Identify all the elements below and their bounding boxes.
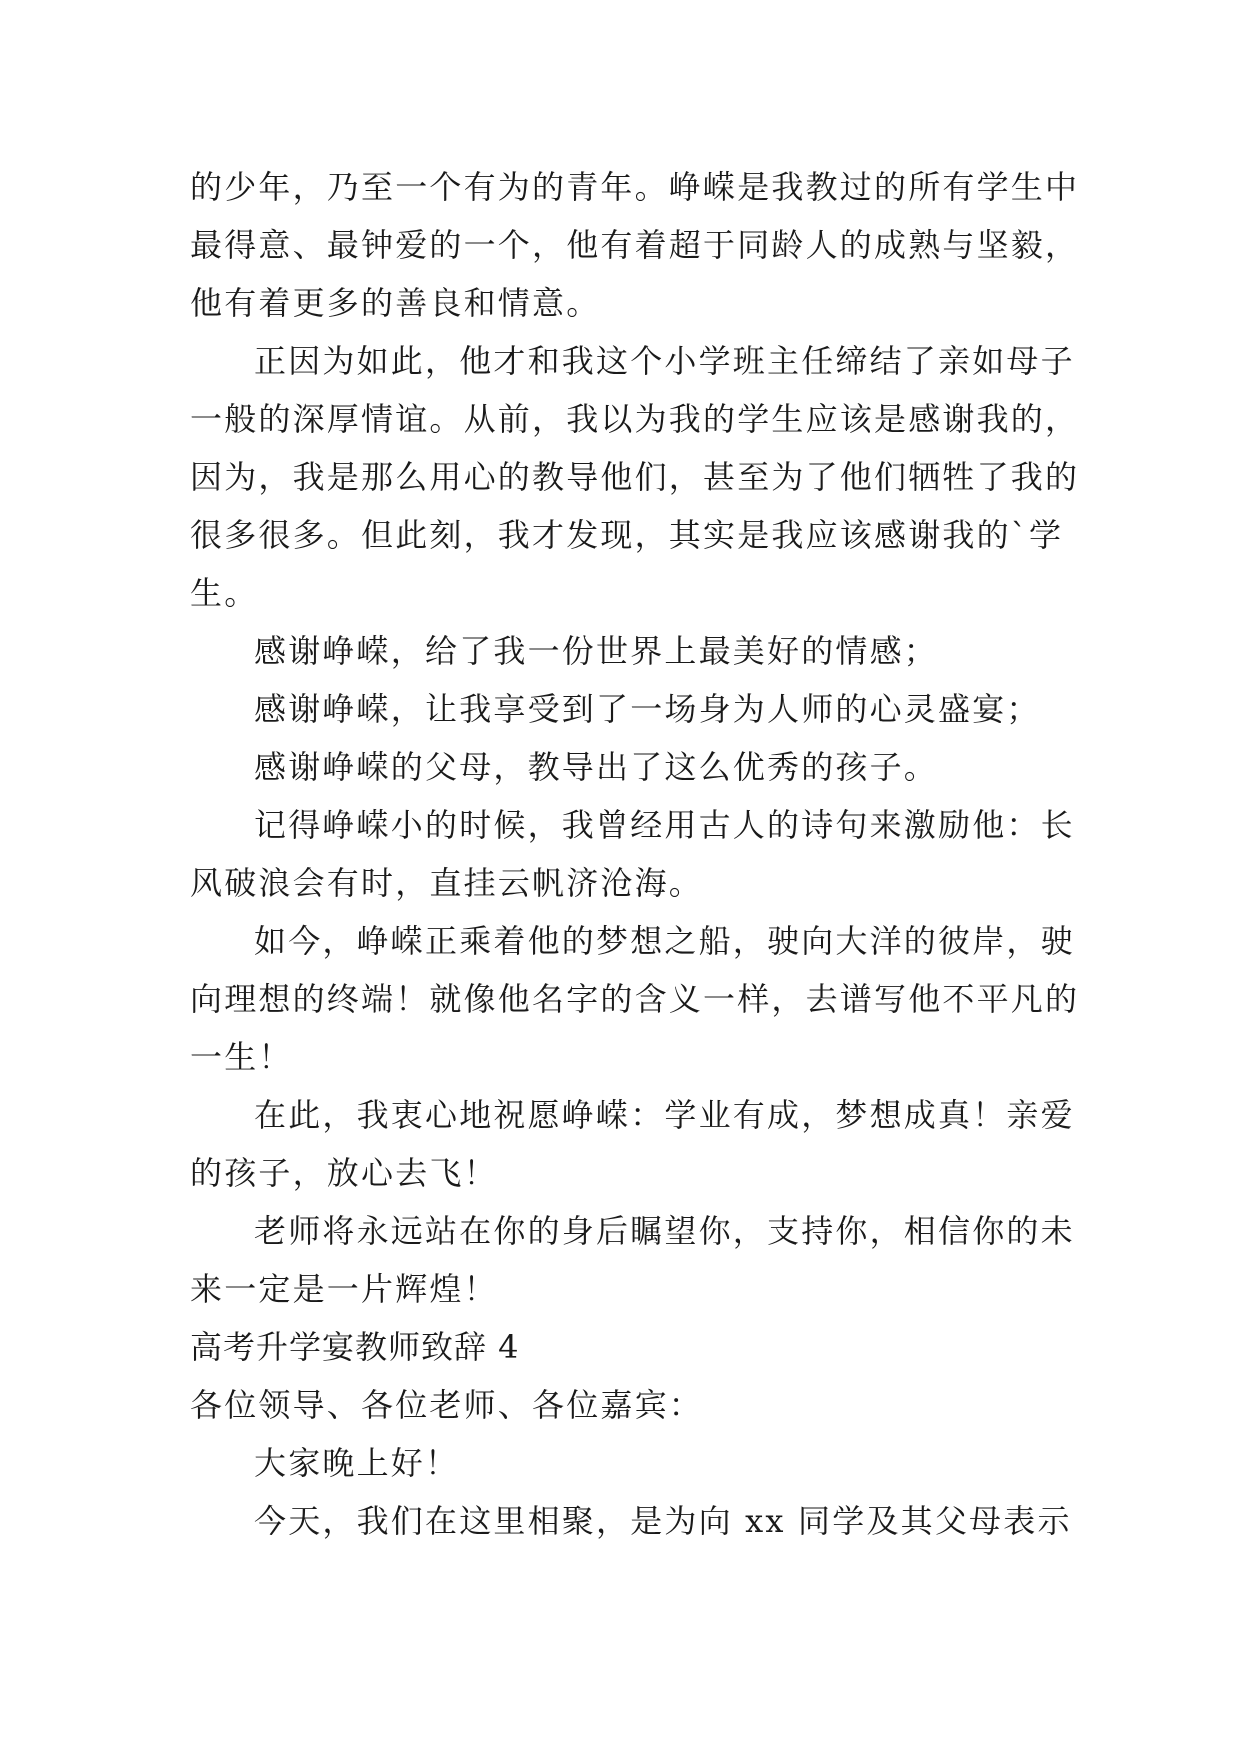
text-line: 他有着更多的善良和情意。	[190, 284, 601, 322]
greeting-line: 大家晚上好！	[254, 1444, 460, 1482]
text-line: 记得峥嵘小的时候，我曾经用古人的诗句来激励他：长	[254, 806, 1075, 844]
document-body	[190, 158, 1080, 1550]
text-line: 一般的深厚情谊。从前，我以为我的学生应该是感谢我的，	[190, 400, 1080, 438]
text-line: 风破浪会有时，直挂云帆济沧海。	[190, 864, 704, 902]
text-line: 向理想的终端！就像他名字的含义一样，去谱写他不平凡的	[190, 980, 1080, 1018]
text-line: 生。	[190, 574, 259, 612]
section-heading: 高考升学宴教师致辞 4	[190, 1328, 520, 1366]
text-line: 的孩子，放心去飞！	[190, 1154, 498, 1192]
text-line: 在此，我衷心地祝愿峥嵘：学业有成，梦想成真！亲爱	[254, 1096, 1075, 1134]
text-line: 如今，峥嵘正乘着他的梦想之船，驶向大洋的彼岸，驶	[254, 922, 1075, 960]
text-line: 很多很多。但此刻，我才发现，其实是我应该感谢我的`学	[190, 516, 1064, 554]
text-line: 正因为如此，他才和我这个小学班主任缔结了亲如母子	[254, 342, 1075, 380]
text-line: 老师将永远站在你的身后瞩望你，支持你，相信你的未	[254, 1212, 1075, 1250]
text-line: 因为，我是那么用心的教导他们，甚至为了他们牺牲了我的	[190, 458, 1080, 496]
text-line: 一生！	[190, 1038, 293, 1076]
text-line: 感谢峥嵘，让我享受到了一场身为人师的心灵盛宴；	[254, 690, 1041, 728]
text-line: 感谢峥嵘，给了我一份世界上最美好的情感；	[254, 632, 939, 670]
text-line: 的少年，乃至一个有为的青年。峥嵘是我教过的所有学生中	[190, 168, 1080, 206]
salutation-line: 各位领导、各位老师、各位嘉宾：	[190, 1386, 704, 1424]
text-line: 最得意、最钟爱的一个，他有着超于同龄人的成熟与坚毅，	[190, 226, 1080, 264]
text-line: 今天，我们在这里相聚，是为向 xx 同学及其父母表示	[254, 1502, 1072, 1540]
text-line: 来一定是一片辉煌！	[190, 1270, 498, 1308]
text-line: 感谢峥嵘的父母，教导出了这么优秀的孩子。	[254, 748, 939, 786]
